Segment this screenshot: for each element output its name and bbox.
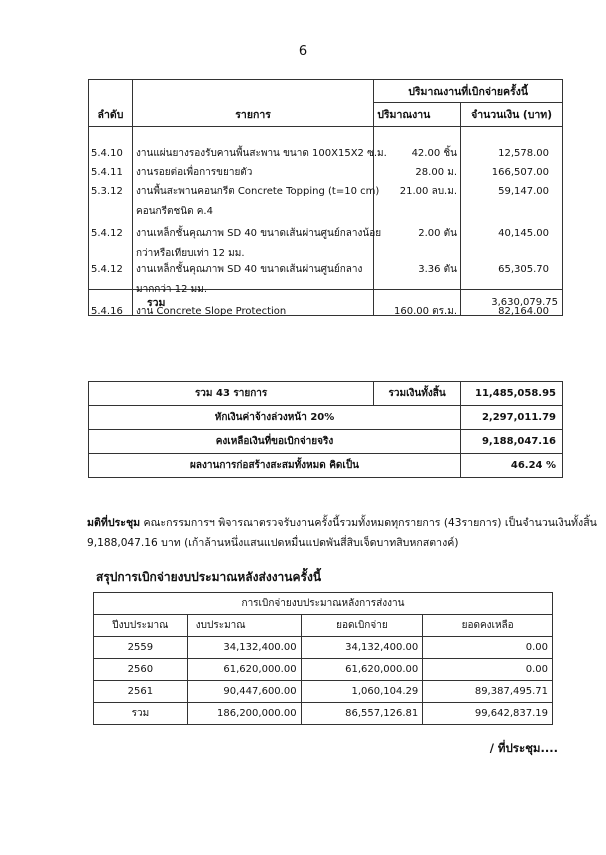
work-total-label: รวม <box>132 290 373 316</box>
resolution-amount-text: 9,188,047.16 บาท (เก้าล้านหนึ่งแสนแปดหมื่นแปดพันสี่สิบเจ็ดบาทสิบหกสตางค์) <box>87 537 459 549</box>
col-year-header: ปีงบประมาณ <box>94 615 188 637</box>
col-item-header: รายการ <box>132 103 373 127</box>
col-budget-header: งบประมาณ <box>187 615 301 637</box>
col-seq-header: ลำดับ <box>89 103 133 127</box>
resolution-text: คณะกรรมการฯ พิจารณาตรวจรับงานครั้งนี้รวมทั้งหมดทุกรายการ (43รายการ) เป็นจำนวนเงินทั้งสิ้น <box>140 517 597 529</box>
row-item: งานพื้นสะพานคอนกรีต Concrete Topping (t=10 cm) <box>136 186 380 197</box>
budget-section-title: สรุปการเบิกจ่ายงบประมาณหลังส่งงานครั้งนี้ <box>96 570 322 584</box>
summary-table <box>88 381 563 478</box>
row-item-cont: กว่าหรือเทียบเท่า 12 มม. <box>136 248 245 259</box>
continuation-note: / ที่ประชุม.... <box>489 741 558 755</box>
budget-disbursed: 86,557,126.81 <box>301 703 423 725</box>
progress-label: ผลงานการก่อสร้างสะสมทั้งหมด คิดเป็น <box>89 454 461 478</box>
row-qty: 28.00 ม. <box>415 167 457 178</box>
net-payable-label: คงเหลือเงินที่ขอเบิกจ่ายจริง <box>89 430 461 454</box>
row-item: งานรอยต่อเพื่อการขยายตัว <box>136 167 253 178</box>
budget-amount: 34,132,400.00 <box>187 637 301 659</box>
budget-year: 2559 <box>94 637 188 659</box>
budget-table <box>93 592 553 725</box>
budget-row <box>94 637 553 659</box>
budget-remaining: 0.00 <box>423 637 553 659</box>
row-qty: 21.00 ลบ.ม. <box>399 186 457 197</box>
work-total-value: 3,630,079.75 <box>461 290 563 316</box>
row-seq: 5.4.11 <box>91 167 123 178</box>
budget-disbursed: 34,132,400.00 <box>301 637 423 659</box>
budget-remaining: 99,642,837.19 <box>423 703 553 725</box>
row-seq: 5.4.12 <box>91 264 123 275</box>
row-item: งานแผ่นยางรองรับคานพื้นสะพาน ขนาด 100X15X2 ซ.ม. <box>136 148 387 159</box>
resolution-paragraph <box>87 513 597 553</box>
advance-deduction-label: หักเงินค่าจ้างล่วงหน้า 20% <box>89 406 461 430</box>
row-amount: 40,145.00 <box>498 228 549 239</box>
row-item-cont: คอนกรีตชนิด ค.4 <box>136 206 213 217</box>
summary-items-label: รวม 43 รายการ <box>89 382 374 406</box>
summary-grand-total-label: รวมเงินทั้งสิ้น <box>374 382 461 406</box>
net-payable-value: 9,188,047.16 <box>461 430 563 454</box>
col-amount-header: จำนวนเงิน (บาท) <box>461 103 563 127</box>
row-seq: 5.4.10 <box>91 148 123 159</box>
budget-year: รวม <box>94 703 188 725</box>
advance-deduction-value: 2,297,011.79 <box>461 406 563 430</box>
row-amount: 59,147.00 <box>498 186 549 197</box>
budget-row <box>94 659 553 681</box>
row-item: งานเหล็กชั้นคุณภาพ SD 40 ขนาดเส้นผ่านศูนย์กลางน้อย <box>136 228 382 239</box>
row-seq: 5.3.12 <box>91 186 123 197</box>
resolution-label: มติที่ประชุม <box>87 517 141 529</box>
row-item: งานเหล็กชั้นคุณภาพ SD 40 ขนาดเส้นผ่านศูนย์กลาง <box>136 264 363 275</box>
progress-value: 46.24 % <box>461 454 563 478</box>
budget-disbursed: 61,620,000.00 <box>301 659 423 681</box>
row-qty: 42.00 ชิ้น <box>411 148 457 159</box>
row-seq: 5.4.16 <box>91 306 123 317</box>
row-amount: 12,578.00 <box>498 148 549 159</box>
budget-total-row <box>94 703 553 725</box>
row-amount: 65,305.70 <box>498 264 549 275</box>
summary-grand-total-value: 11,485,058.95 <box>461 382 563 406</box>
budget-amount: 90,447,600.00 <box>187 681 301 703</box>
budget-year: 2561 <box>94 681 188 703</box>
row-amount: 82,164.00 <box>498 306 549 317</box>
row-qty: 160.00 ตร.ม. <box>394 306 457 317</box>
row-qty: 2.00 ตัน <box>418 228 457 239</box>
col-qty-header: ปริมาณงาน <box>374 103 461 127</box>
budget-year: 2560 <box>94 659 188 681</box>
row-item-cont: มากกว่า 12 มม. <box>136 284 207 295</box>
budget-amount: 186,200,000.00 <box>187 703 301 725</box>
budget-remaining: 0.00 <box>423 659 553 681</box>
col-disbursed-header: ยอดเบิกจ่าย <box>301 615 423 637</box>
work-group-header: ปริมาณงานที่เบิกจ่ายครั้งนี้ <box>374 80 563 103</box>
budget-table-title: การเบิกจ่ายงบประมาณหลังการส่งงาน <box>94 593 553 615</box>
row-qty: 3.36 ตัน <box>418 264 457 275</box>
row-seq: 5.4.12 <box>91 228 123 239</box>
budget-disbursed: 1,060,104.29 <box>301 681 423 703</box>
budget-amount: 61,620,000.00 <box>187 659 301 681</box>
page-number: 6 <box>298 44 308 59</box>
col-remaining-header: ยอดคงเหลือ <box>423 615 553 637</box>
row-item: งาน Concrete Slope Protection <box>136 306 287 317</box>
budget-row <box>94 681 553 703</box>
budget-remaining: 89,387,495.71 <box>423 681 553 703</box>
row-amount: 166,507.00 <box>491 167 549 178</box>
